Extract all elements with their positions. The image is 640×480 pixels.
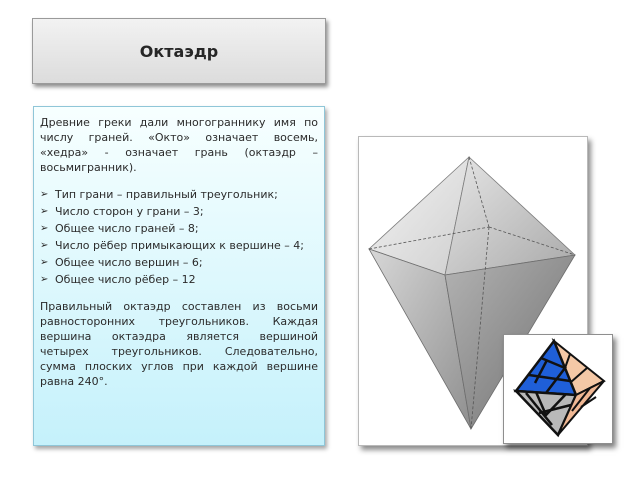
list-item: ➢ Число сторон у грани – 3; (40, 205, 204, 218)
arrow-bullet-icon: ➢ (40, 189, 49, 200)
arrow-bullet-icon: ➢ (40, 274, 49, 285)
intro-paragraph: Древние греки дали многограннику имя по числу граней. «Окто» означает восемь, «хедра» - означает грань (октаэдр – восьмигранник). (40, 116, 318, 174)
conclusion-paragraph: Правильный октаэдр составлен из восьми равносторонних треугольников. Каждая вершина октаэдра является вершиной четырех треугольников. Следовательно, сумма плоских углов при каждой вершине равна 240°. (40, 300, 318, 388)
facts-list (40, 187, 318, 287)
list-item: ➢ Общее число рёбер – 12 (40, 273, 196, 286)
arrow-bullet-icon: ➢ (40, 257, 49, 268)
arrow-bullet-icon: ➢ (40, 223, 49, 234)
description-panel (33, 106, 325, 446)
octahedron-puzzle-photo (503, 334, 613, 444)
title-panel (32, 18, 326, 84)
puzzle-figure (504, 335, 612, 443)
arrow-bullet-icon: ➢ (40, 240, 49, 251)
list-item: ➢ Общее число граней – 8; (40, 222, 199, 235)
list-item: ➢ Тип грани – правильный треугольник; (40, 188, 278, 201)
list-item: ➢ Общее число вершин – 6; (40, 256, 203, 269)
slide-title: Октаэдр (139, 41, 219, 61)
list-item: ➢ Число рёбер примыкающих к вершине – 4; (40, 239, 304, 252)
arrow-bullet-icon: ➢ (40, 206, 49, 217)
